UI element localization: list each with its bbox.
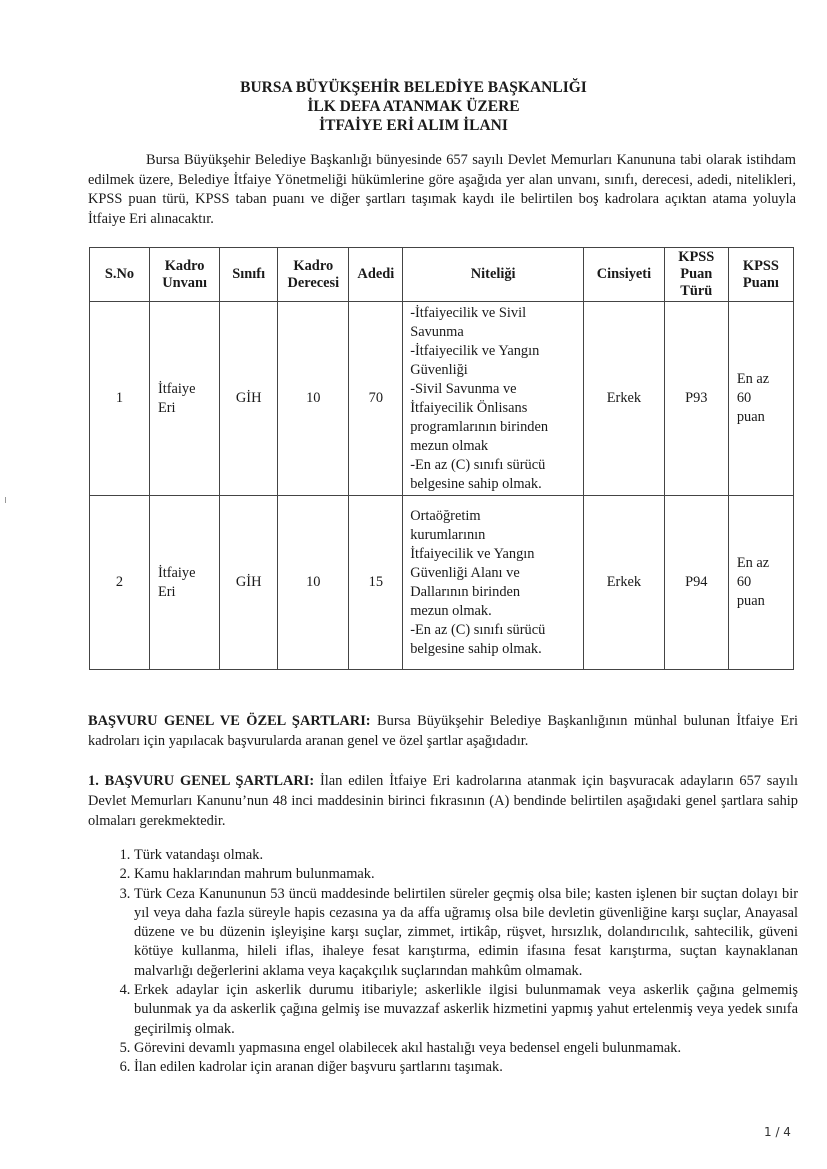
cell-puan-turu: P93	[664, 302, 728, 496]
cell-puan-turu: P94	[664, 496, 728, 670]
header-line-2: İLK DEFA ATANMAK ÜZERE	[307, 98, 520, 115]
basvuru-text: Bursa Büyükşehir Belediye Başkanlığının münhal bulunan İtfaiye Eri kadroları için yapılacak başvurularda aranan genel ve özel şartlar aşağıdadır.	[88, 713, 798, 749]
cell-adedi: 70	[349, 302, 403, 496]
list-item: 3. Türk Ceza Kanununun 53 üncü maddesinde belirtilen süreler geçmiş olsa bile; kasten işlenen bir suçtan dolayı bir yıl veya daha fazla süreyle hapis cezasına ya da affa uğramış olsa bile devletin güvenliğine karşı suçlar, Anayasal düzene ve bu düzenin işleyişine karşı suçlar, zimmet, irtikâp, rüşvet, hırsızlık, dolandırıcılık, sahtecilik, güveni kötüye kullanma, hileli iflas, ihaleye fesat karıştırma, edimin ifasına fesat karıştırma, suçtan kaynaklanan malvarlığı değerlerini aklama veya kaçakçılık suçlarından mahkûm olmamak.	[134, 885, 798, 981]
cell-cinsiyet: Erkek	[584, 302, 665, 496]
cell-nitelik: Ortaöğretim kurumlarının İtfaiyecilik ve Yangın Güvenliği Alanı ve Dallarının birinden mezun olmak. -En az (C) sınıfı sürücü belgesine sahip olmak.	[403, 496, 584, 670]
header-line-1: BURSA BÜYÜKŞEHİR BELEDİYE BAŞKANLIĞI	[240, 79, 587, 96]
cell-unvan: İtfaiye Eri	[149, 302, 219, 496]
basvuru-paragraph	[88, 711, 798, 751]
table-row	[90, 496, 794, 670]
cell-kpss-puani: En az 60 puan	[728, 496, 793, 670]
cell-nitelik: -İtfaiyecilik ve Sivil Savunma -İtfaiyecilik ve Yangın Güvenliği -Sivil Savunma ve İtfaiyecilik Önlisans programlarının birinden mezun olmak -En az (C) sınıfı sürücü belgesine sahip olmak.	[403, 302, 584, 496]
col-header-kadro-derecesi: Kadro Derecesi	[278, 248, 349, 302]
list-item: 6. İlan edilen kadrolar için aranan diğer başvuru şartlarını taşımak.	[134, 1058, 798, 1077]
col-header-sno: S.No	[90, 248, 150, 302]
list-item: 4. Erkek adaylar için askerlik durumu itibariyle; askerlikle ilgisi bulunmamak veya askerlik çağına gelmemiş bulunmak ya da askerlik çağına gelmiş ise muvazzaf askerlik hizmetini yapmış yahut ertelenmiş veya yedek sınıfa geçirilmiş olmak.	[134, 981, 798, 1039]
cell-unvan: İtfaiye Eri	[149, 496, 219, 670]
genel-sartlar-paragraph	[88, 771, 798, 831]
margin-mark	[5, 497, 6, 503]
list-item: 1. Türk vatandaşı olmak.	[134, 846, 798, 865]
table-header-row	[90, 248, 794, 302]
cell-sno: 2	[90, 496, 150, 670]
cell-adedi: 15	[349, 496, 403, 670]
positions-table	[89, 247, 794, 670]
basvuru-title: BAŞVURU GENEL VE ÖZEL ŞARTLARI:	[88, 713, 371, 729]
col-header-kpss-puani: KPSS Puanı	[728, 248, 793, 302]
col-header-niteligi: Niteliği	[403, 248, 584, 302]
cell-cinsiyet: Erkek	[584, 496, 665, 670]
list-item: 2. Kamu haklarından mahrum bulunmamak.	[134, 865, 798, 884]
table-row	[90, 302, 794, 496]
cell-sinifi: GİH	[220, 496, 278, 670]
cell-derece: 10	[278, 496, 349, 670]
genel-sartlar-title: 1. BAŞVURU GENEL ŞARTLARI:	[88, 773, 315, 789]
document-header	[0, 78, 827, 135]
page-number: 1 / 4	[764, 1125, 791, 1139]
col-header-cinsiyeti: Cinsiyeti	[584, 248, 665, 302]
list-item: 5. Görevini devamlı yapmasına engel olabilecek akıl hastalığı veya bedensel engeli bulunmamak.	[134, 1039, 798, 1058]
cell-derece: 10	[278, 302, 349, 496]
cell-kpss-puani: En az 60 puan	[728, 302, 793, 496]
requirements-list	[88, 846, 798, 1078]
header-line-3: İTFAİYE ERİ ALIM İLANI	[319, 117, 508, 134]
cell-sinifi: GİH	[220, 302, 278, 496]
col-header-adedi: Adedi	[349, 248, 403, 302]
col-header-kpss-puan-turu: KPSS Puan Türü	[664, 248, 728, 302]
intro-paragraph: Bursa Büyükşehir Belediye Başkanlığı bünyesinde 657 sayılı Devlet Memurları Kanununa tabi olarak istihdam edilmek üzere, Belediye İtfaiye Yönetmeliği hükümlerine göre aşağıda yer alan unvanı, sınıfı, derecesi, adedi, nitelikleri, KPSS puan türü, KPSS taban puanı ve diğer şartları taşımak kaydı ile belirtilen boş kadrolara açıktan atama yoluyla İtfaiye Eri alınacaktır.	[88, 152, 796, 227]
col-header-kadro-unvani: Kadro Unvanı	[149, 248, 219, 302]
cell-sno: 1	[90, 302, 150, 496]
col-header-sinifi: Sınıfı	[220, 248, 278, 302]
genel-sartlar-text: İlan edilen İtfaiye Eri kadrolarına atanmak için başvuracak adayların 657 sayılı Devlet Memurları Kanunu’nun 48 inci maddesinin birinci fıkrasının (A) bendinde belirtilen aşağıdaki genel şartlara sahip olmaları gerekmektedir.	[88, 773, 798, 829]
